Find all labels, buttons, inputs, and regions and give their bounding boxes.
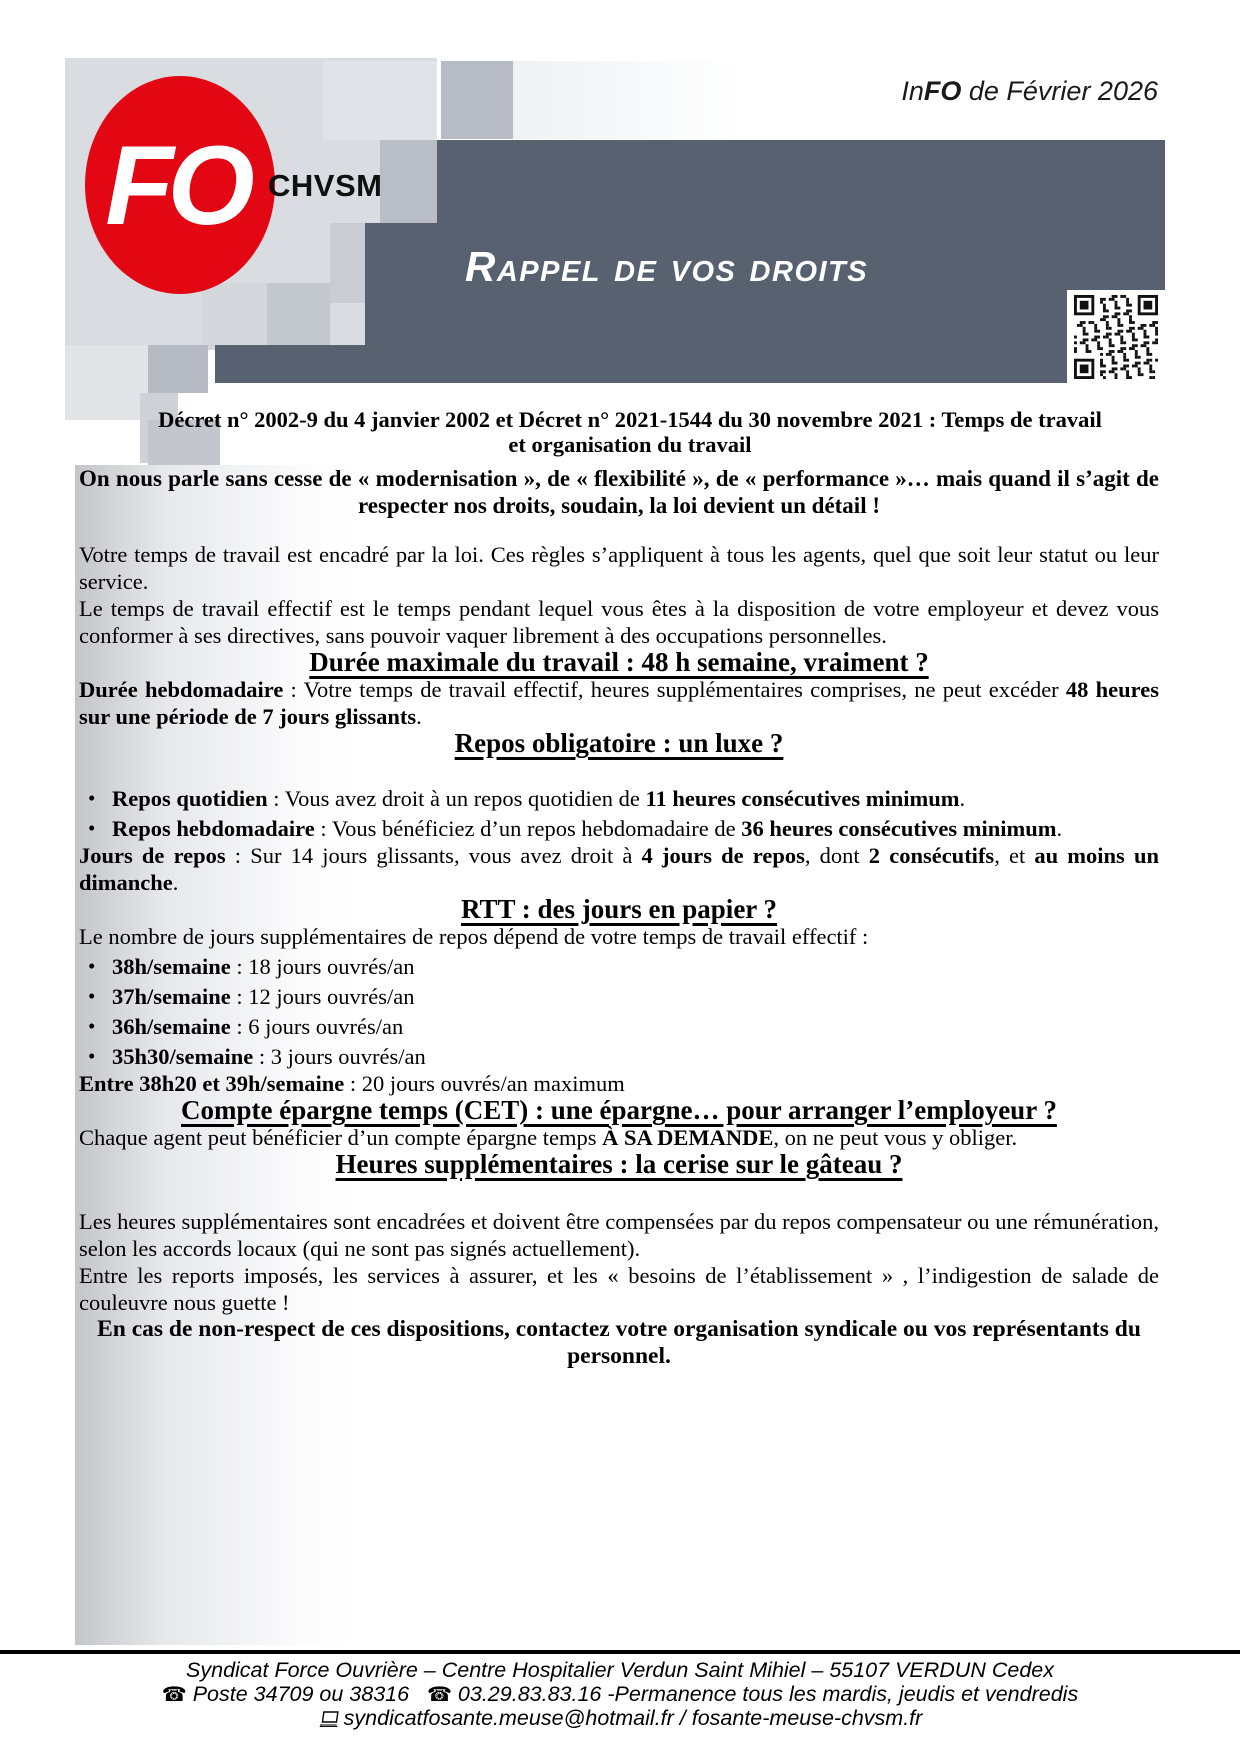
bullet-text: Repos quotidien : Vous avez droit à un repos quotidien de 11 heures consécutives minimum. (112, 786, 966, 811)
phone-icon: ☎ (427, 1682, 452, 1706)
title-banner-step (215, 345, 365, 383)
footer-email-text: syndicatfosante.meuse@hotmail.fr / fosante-meuse-chvsm.fr (343, 1706, 923, 1730)
section-heading-rtt: RTT : des jours en papier ? (460, 894, 778, 924)
computer-icon (318, 1711, 340, 1728)
paragraph: Votre temps de travail est encadré par la loi. Ces règles s’appliquent à tous les agents, quel que soit leur statut ou leur service. (79, 542, 1159, 594)
list-item (79, 815, 1159, 842)
phone-icon: ☎ (161, 1682, 187, 1706)
section-heading-duree: Durée maximale du travail : 48 h semaine, vraiment ? (309, 647, 929, 677)
issue-rest: de Février 2026 (961, 76, 1158, 106)
bullet-icon: • (88, 984, 96, 1008)
paragraph: Le temps de travail effectif est le temps pendant lequel vous êtes à la disposition de votre employeur et devez vous conformer à ses directives, sans pouvoir vaquer librement à des occupations personnelles. (79, 596, 1159, 648)
list-item (79, 1013, 1159, 1040)
banner-title: Rappel de vos droits (465, 243, 869, 290)
mosaic-square (330, 223, 365, 303)
list-item (79, 1043, 1159, 1070)
mosaic-square (513, 61, 739, 139)
qr-code (1067, 290, 1165, 383)
paragraph: Entre 38h20 et 39h/semaine : 20 jours ouvrés/an maximum (79, 1071, 625, 1096)
issue-fo: FO (923, 76, 962, 106)
paragraph: Entre les reports imposés, les services à assurer, et les « besoins de l’établissement » , l’indigestion de salade de couleuvre nous guette ! (79, 1263, 1159, 1315)
intro-paragraphs (79, 541, 1159, 649)
mosaic-square (441, 61, 513, 139)
bullet-text: Repos hebdomadaire : Vous bénéficiez d’un repos hebdomadaire de 36 heures consécutives minimum. (112, 816, 1063, 841)
bullet-text: 38h/semaine : 18 jours ouvrés/an (112, 954, 415, 979)
decree-title: Décret n° 2002-9 du 4 janvier 2002 et Décret n° 2021-1544 du 30 novembre 2021 : Temps de travail et organisation du travail (158, 407, 1102, 457)
footer-address: Syndicat Force Ouvrière – Centre Hospitalier Verdun Saint Mihiel – 55107 VERDUN Cedex (186, 1658, 1054, 1682)
closing-statement: En cas de non-respect de ces dispositions, contactez votre organisation syndicale ou vos représentants du personnel. (97, 1316, 1141, 1369)
issue-line (901, 76, 1158, 107)
section-heading-cet: Compte épargne temps (CET) : une épargne… pour arranger l’employeur ? (181, 1095, 1057, 1125)
intro-lead: On nous parle sans cesse de « modernisation », de « flexibilité », de « performance »… mais quand il s’agit de respecter nos droits, soudain, la loi devient un détail ! (79, 466, 1159, 518)
paragraph: Jours de repos : Sur 14 jours glissants, vous avez droit à 4 jours de repos, dont 2 consécutifs, et au moins un dimanche. (79, 843, 1159, 895)
content-panel (75, 465, 1165, 1645)
footer-phone-external: 03.29.83.83.16 -Permanence tous les mardis, jeudis et vendredis (457, 1682, 1079, 1706)
footer-phones (0, 1682, 1240, 1706)
paragraph: Durée hebdomadaire : Votre temps de travail effectif, heures supplémentaires comprises, ne peut excéder 48 heures sur une période de 7 jours glissants. (79, 677, 1159, 729)
paragraph: Chaque agent peut bénéficier d’un compte épargne temps À SA DEMANDE, on ne peut vous y obliger. (79, 1125, 1018, 1150)
heures-sup-paragraphs (79, 1208, 1159, 1316)
issue-pre: In (901, 76, 924, 106)
mosaic-square (323, 61, 437, 140)
fo-logo (85, 76, 275, 294)
bullet-icon: • (88, 786, 96, 810)
fo-logo-text: FO (105, 122, 249, 248)
bullet-icon: • (88, 1044, 96, 1068)
mosaic-square (380, 140, 437, 223)
footer (0, 1658, 1240, 1730)
title-banner-step (365, 223, 437, 383)
mosaic-square (148, 345, 208, 393)
section-heading-repos: Repos obligatoire : un luxe ? (454, 728, 784, 758)
paragraph: Le nombre de jours supplémentaires de repos dépend de votre temps de travail effectif : (79, 924, 869, 949)
bullet-text: 35h30/semaine : 3 jours ouvrés/an (112, 1044, 426, 1069)
footer-divider (0, 1650, 1240, 1654)
mosaic-square (65, 345, 148, 420)
mosaic-square (202, 283, 267, 350)
footer-phone-internal: Poste 34709 ou 38316 (192, 1682, 410, 1706)
bullet-icon: • (88, 954, 96, 978)
section-heading-heures-sup: Heures supplémentaires : la cerise sur le gâteau ? (335, 1149, 903, 1179)
bullet-icon: • (88, 1014, 96, 1038)
qr-code-graphic (1074, 295, 1158, 379)
paragraph: Les heures supplémentaires sont encadrées et doivent être compensées par du repos compensateur ou une rémunération, selon les accords locaux (qui ne sont pas signés actuellement). (79, 1209, 1159, 1261)
list-item (79, 983, 1159, 1010)
list-item (79, 953, 1159, 980)
bullet-icon: • (88, 816, 96, 840)
bullet-text: 37h/semaine : 12 jours ouvrés/an (112, 984, 415, 1009)
list-item (79, 785, 1159, 812)
bullet-text: 36h/semaine : 6 jours ouvrés/an (112, 1014, 404, 1039)
org-name: CHVSM (268, 168, 383, 203)
mosaic-square (267, 283, 330, 345)
footer-email (0, 1706, 1240, 1730)
